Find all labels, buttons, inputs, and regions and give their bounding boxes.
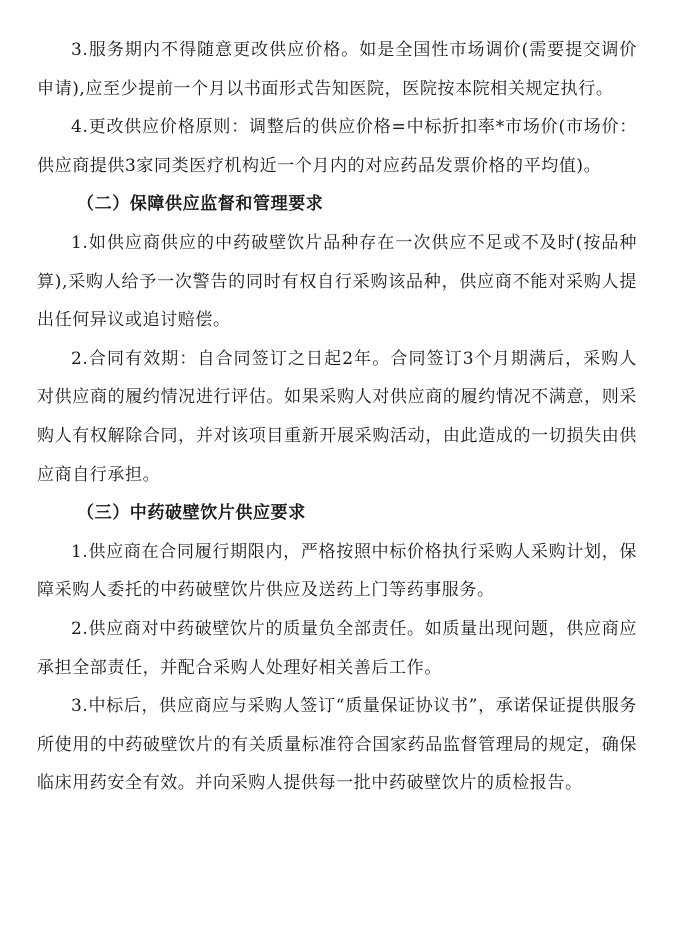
paragraph-contract-validity: 2.合同有效期：自合同签订之日起2年。合同签订3个月期满后，采购人对供应商的履约情况进行评估。如果采购人对供应商的履约情况不满意，则采购人有权解除合同，并对该项目重新开展采购活动，由此造成的一切损失由供应商自行承担。 (37, 348, 637, 485)
paragraph-price-change-principle: 4.更改供应价格原则：调整后的供应价格=中标折扣率*市场价(市场价：供应商提供3家同类医疗机构近一个月内的对应药品发票价格的平均值)。 (37, 117, 637, 176)
paragraph-quality-responsibility: 2.供应商对中药破壁饮片的质量负全部责任。如质量出现问题，供应商应承担全部责任，并配合采购人处理好相关善后工作。 (37, 618, 637, 678)
paragraph-contract-execution: 1.供应商在合同履行期限内，严格按照中标价格执行采购人采购计划，保障采购人委托的中药破壁饮片供应及送药上门等药事服务。 (37, 541, 637, 601)
section-heading-supervision: （二）保障供应监督和管理要求 (77, 194, 324, 215)
section-heading-supply-requirements: （三）中药破壁饮片供应要求 (77, 503, 306, 524)
paragraph-supply-shortage: 1.如供应商供应的中药破壁饮片品种存在一次供应不足或不及时(按品种算),采购人给予一次警告的同时有权自行采购该品种，供应商不能对采购人提出任何异议或追讨赔偿。 (37, 232, 637, 331)
paragraph-quality-agreement: 3.中标后，供应商应与采购人签订“质量保证协议书”，承诺保证提供服务所使用的中药破壁饮片的有关质量标准符合国家药品监督管理局的规定，确保临床用药安全有效。并向采购人提供每一批中药破壁饮片的质检报告。 (37, 696, 637, 794)
paragraph-price-change-timing: 3.服务期内不得随意更改供应价格。如是全国性市场调价(需要提交调价申请),应至少提前一个月以书面形式告知医院，医院按本院相关规定执行。 (37, 40, 637, 99)
